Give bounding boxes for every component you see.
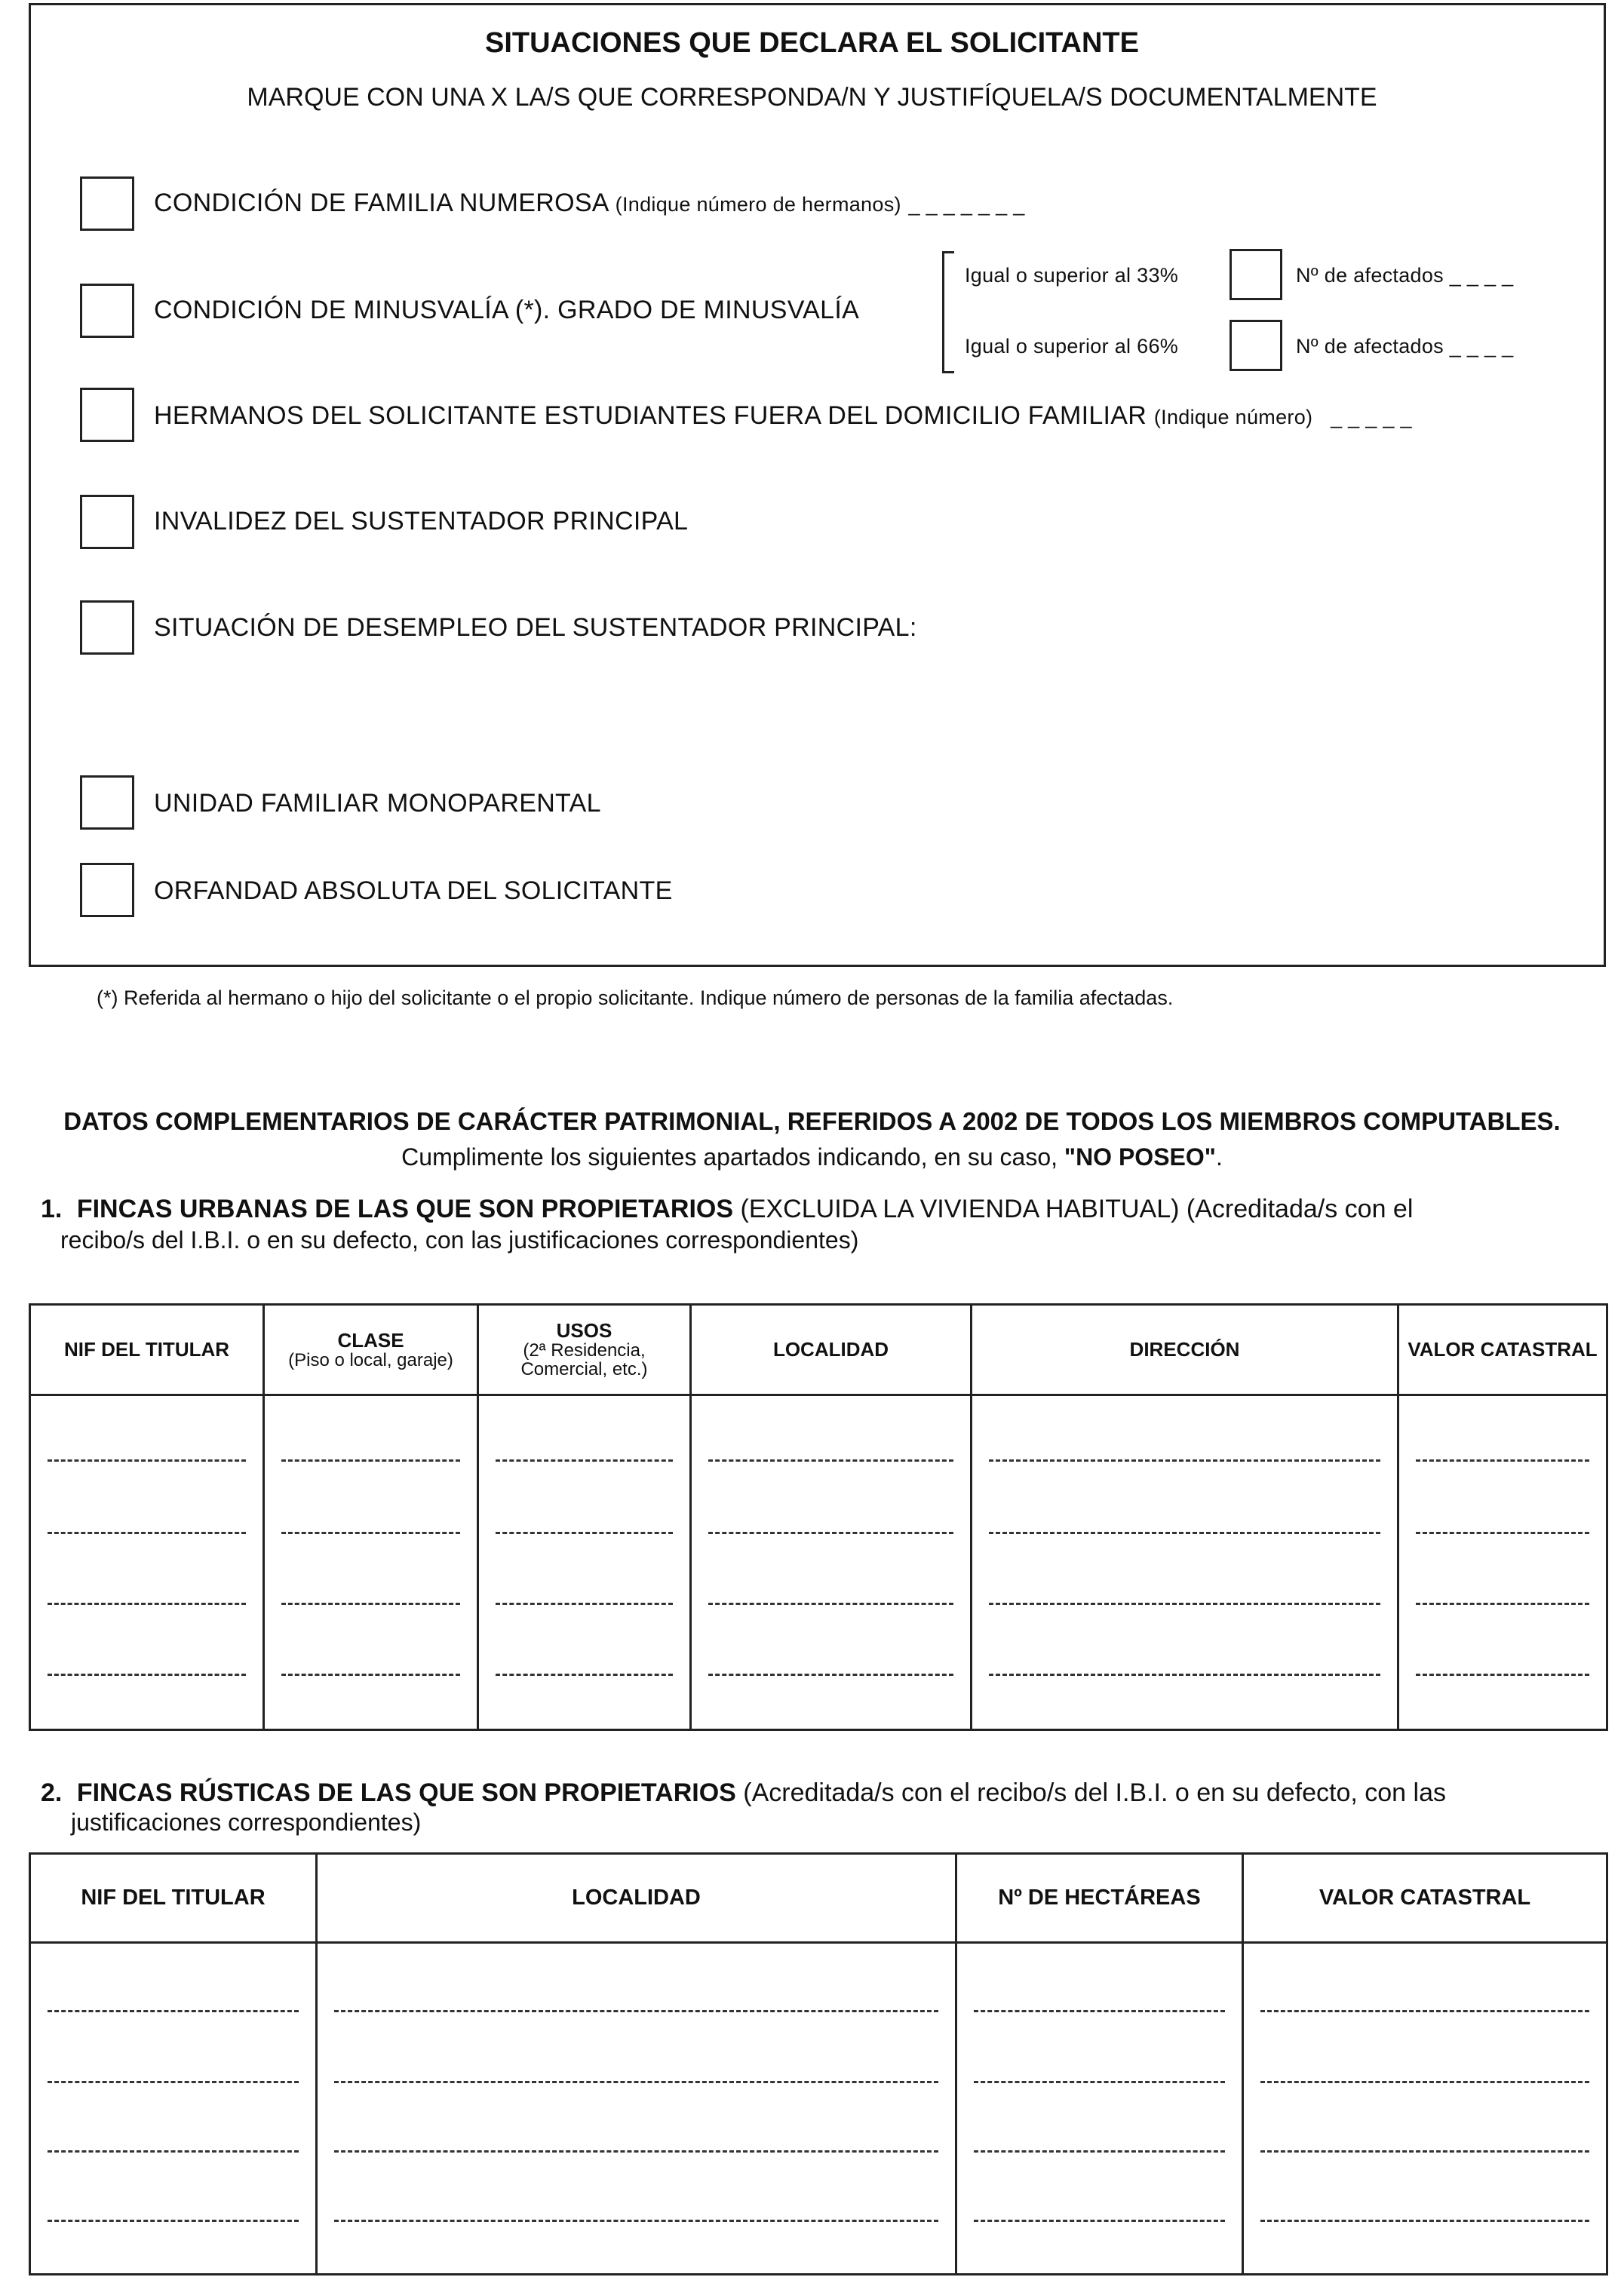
dash-line (708, 1603, 953, 1605)
dash-line (334, 2081, 938, 2083)
checkbox-minusvalia-33[interactable] (1230, 249, 1282, 300)
situaciones-subtitle: MARQUE CON UNA X LA/S QUE CORRESPONDA/N Y JUSTIFÍQUELA/S DOCUMENTALMENTE (247, 83, 1377, 112)
minusvalia-footnote: (*) Referida al hermano o hijo del solicitante o el propio solicitante. Indique número de personas de la familia afectadas. (97, 987, 1174, 1009)
urbanas-clase-cell[interactable] (264, 1395, 478, 1730)
dash-line (334, 2010, 938, 2012)
col-usos-sub: (2ª Residencia, Comercial, etc.) (520, 1340, 648, 1379)
minusvalia-opt33-label: Igual o superior al 33% (965, 264, 1179, 287)
dash-line (496, 1532, 673, 1534)
dash-line (989, 1603, 1380, 1605)
dash-line (496, 1603, 673, 1605)
patrimonial-instr-pre: Cumplimente los siguientes apartados indicando, en su caso, (401, 1143, 1064, 1171)
dash-line (334, 2220, 938, 2222)
dash-line (496, 1459, 673, 1462)
fincas-rusticas-table (29, 1852, 1608, 2275)
orfandad-label: ORFANDAD ABSOLUTA DEL SOLICITANTE (154, 876, 673, 905)
dash-line (48, 1459, 246, 1462)
fincas-urbanas-body-row (30, 1395, 1607, 1730)
dash-line (48, 2150, 299, 2153)
fincas-rusticas-body-row (30, 1943, 1607, 2275)
dash-line (48, 1603, 246, 1605)
minusvalia-label: CONDICIÓN DE MINUSVALÍA (*). GRADO DE MINUSVALÍA (154, 296, 860, 324)
checkbox-familia-numerosa[interactable] (80, 176, 134, 231)
dash-line (989, 1459, 1380, 1462)
urbanas-usos-cell[interactable] (478, 1395, 691, 1730)
minusvalia-afectados-66[interactable]: Nº de afectados _ _ _ _ (1296, 335, 1514, 358)
sec2-heading-line2: justificaciones correspondientes) (71, 1809, 422, 1836)
sec1-heading (41, 1195, 1413, 1224)
dash-line (496, 1674, 673, 1676)
col2-hectareas: Nº DE HECTÁREAS (956, 1854, 1243, 1943)
col-clase (264, 1305, 478, 1395)
situaciones-title: SITUACIONES QUE DECLARA EL SOLICITANTE (484, 27, 1139, 59)
col-usos (478, 1305, 691, 1395)
checkbox-invalidez[interactable] (80, 495, 134, 549)
familia-numerosa-row (154, 189, 1025, 218)
hermanos-fuera-blank[interactable]: _ _ _ _ _ (1331, 406, 1412, 428)
dash-line (1416, 1459, 1589, 1462)
urbanas-localidad-cell[interactable] (691, 1395, 972, 1730)
rusticas-nif-cell[interactable] (30, 1943, 317, 2275)
familia-numerosa-label: CONDICIÓN DE FAMILIA NUMEROSA (154, 189, 608, 217)
urbanas-direccion-cell[interactable] (972, 1395, 1398, 1730)
patrimonial-instructions (0, 1143, 1624, 1171)
col2-localidad: LOCALIDAD (317, 1854, 956, 1943)
dash-line (281, 1459, 460, 1462)
dash-line (989, 1674, 1380, 1676)
sec2-heading-bold: FINCAS RÚSTICAS DE LAS QUE SON PROPIETARIOS (76, 1778, 736, 1807)
dash-line (281, 1603, 460, 1605)
invalidez-label: INVALIDEZ DEL SUSTENTADOR PRINCIPAL (154, 507, 689, 535)
rusticas-localidad-cell[interactable] (317, 1943, 956, 2275)
hermanos-fuera-label: HERMANOS DEL SOLICITANTE ESTUDIANTES FUERA DEL DOMICILIO FAMILIAR (154, 401, 1147, 430)
dash-line (1416, 1603, 1589, 1605)
dash-line (708, 1674, 953, 1676)
dash-line (989, 1532, 1380, 1534)
col-valor-catastral: VALOR CATASTRAL (1398, 1305, 1607, 1395)
sec1-number: 1. (41, 1195, 63, 1223)
col-usos-title: USOS (556, 1319, 612, 1342)
dash-line (974, 2081, 1225, 2083)
dash-line (281, 1674, 460, 1676)
hermanos-fuera-hint: (Indique número) (1153, 406, 1313, 428)
dash-line (974, 2150, 1225, 2153)
desempleo-label: SITUACIÓN DE DESEMPLEO DEL SUSTENTADOR PRINCIPAL: (154, 613, 917, 642)
sec1-heading-bold: FINCAS URBANAS DE LAS QUE SON PROPIETARIOS (76, 1195, 734, 1223)
dash-line (974, 2220, 1225, 2222)
rusticas-valor-cell[interactable] (1243, 1943, 1607, 2275)
minusvalia-afectados-33[interactable]: Nº de afectados _ _ _ _ (1296, 264, 1514, 287)
sec2-heading-rest: (Acreditada/s con el recibo/s del I.B.I. o en su defecto, con las (735, 1778, 1447, 1807)
fincas-urbanas-table (29, 1303, 1608, 1731)
urbanas-nif-cell[interactable] (30, 1395, 264, 1730)
dash-line (48, 1674, 246, 1676)
dash-line (708, 1532, 953, 1534)
checkbox-hermanos-fuera[interactable] (80, 388, 134, 442)
col-clase-title: CLASE (337, 1328, 404, 1352)
familia-numerosa-hint: (Indique número de hermanos) (615, 193, 901, 216)
sec2-number: 2. (41, 1778, 63, 1807)
sec1-heading-line2: recibo/s del I.B.I. o en su defecto, con las justificaciones correspondientes) (60, 1226, 859, 1254)
dash-line (1416, 1674, 1589, 1676)
situaciones-box (29, 3, 1606, 967)
patrimonial-title: DATOS COMPLEMENTARIOS DE CARÁCTER PATRIMONIAL, REFERIDOS A 2002 DE TODOS LOS MIEMBROS COMPUTABLES. (63, 1107, 1561, 1135)
col-direccion: DIRECCIÓN (972, 1305, 1398, 1395)
dash-line (48, 2220, 299, 2222)
dash-line (1260, 2010, 1589, 2012)
dash-line (1260, 2150, 1589, 2153)
dash-line (48, 1532, 246, 1534)
no-poseo-text: "NO POSEO" (1064, 1143, 1216, 1171)
dash-line (48, 2010, 299, 2012)
col2-valor-catastral: VALOR CATASTRAL (1243, 1854, 1607, 1943)
urbanas-valor-cell[interactable] (1398, 1395, 1607, 1730)
sec1-heading-rest: (EXCLUIDA LA VIVIENDA HABITUAL) (Acreditada/s con el (733, 1195, 1414, 1223)
patrimonial-instr-post: . (1215, 1143, 1223, 1171)
col-clase-sub: (Piso o local, garaje) (288, 1349, 453, 1370)
dash-line (1416, 1532, 1589, 1534)
dash-line (974, 2010, 1225, 2012)
fincas-urbanas-header-row (30, 1305, 1607, 1395)
dash-line (281, 1532, 460, 1534)
minusvalia-opt66-label: Igual o superior al 66% (965, 335, 1179, 358)
checkbox-minusvalia[interactable] (80, 284, 134, 338)
fincas-rusticas-header-row (30, 1854, 1607, 1943)
col-localidad: LOCALIDAD (691, 1305, 972, 1395)
checkbox-orfandad[interactable] (80, 863, 134, 917)
rusticas-hectareas-cell[interactable] (956, 1943, 1243, 2275)
dash-line (334, 2150, 938, 2153)
familia-numerosa-blank[interactable]: _ _ _ _ _ _ _ (908, 193, 1025, 216)
dash-line (1260, 2081, 1589, 2083)
col2-nif-titular: NIF DEL TITULAR (30, 1854, 317, 1943)
hermanos-fuera-row (154, 401, 1412, 431)
sec2-heading (41, 1778, 1446, 1808)
monoparental-label: UNIDAD FAMILIAR MONOPARENTAL (154, 789, 601, 818)
dash-line (48, 2081, 299, 2083)
checkbox-minusvalia-66[interactable] (1230, 320, 1282, 371)
dash-line (708, 1459, 953, 1462)
dash-line (1260, 2220, 1589, 2222)
checkbox-desempleo[interactable] (80, 600, 134, 655)
col-nif-titular: NIF DEL TITULAR (30, 1305, 264, 1395)
checkbox-monoparental[interactable] (80, 775, 134, 830)
minusvalia-bracket (942, 251, 954, 373)
